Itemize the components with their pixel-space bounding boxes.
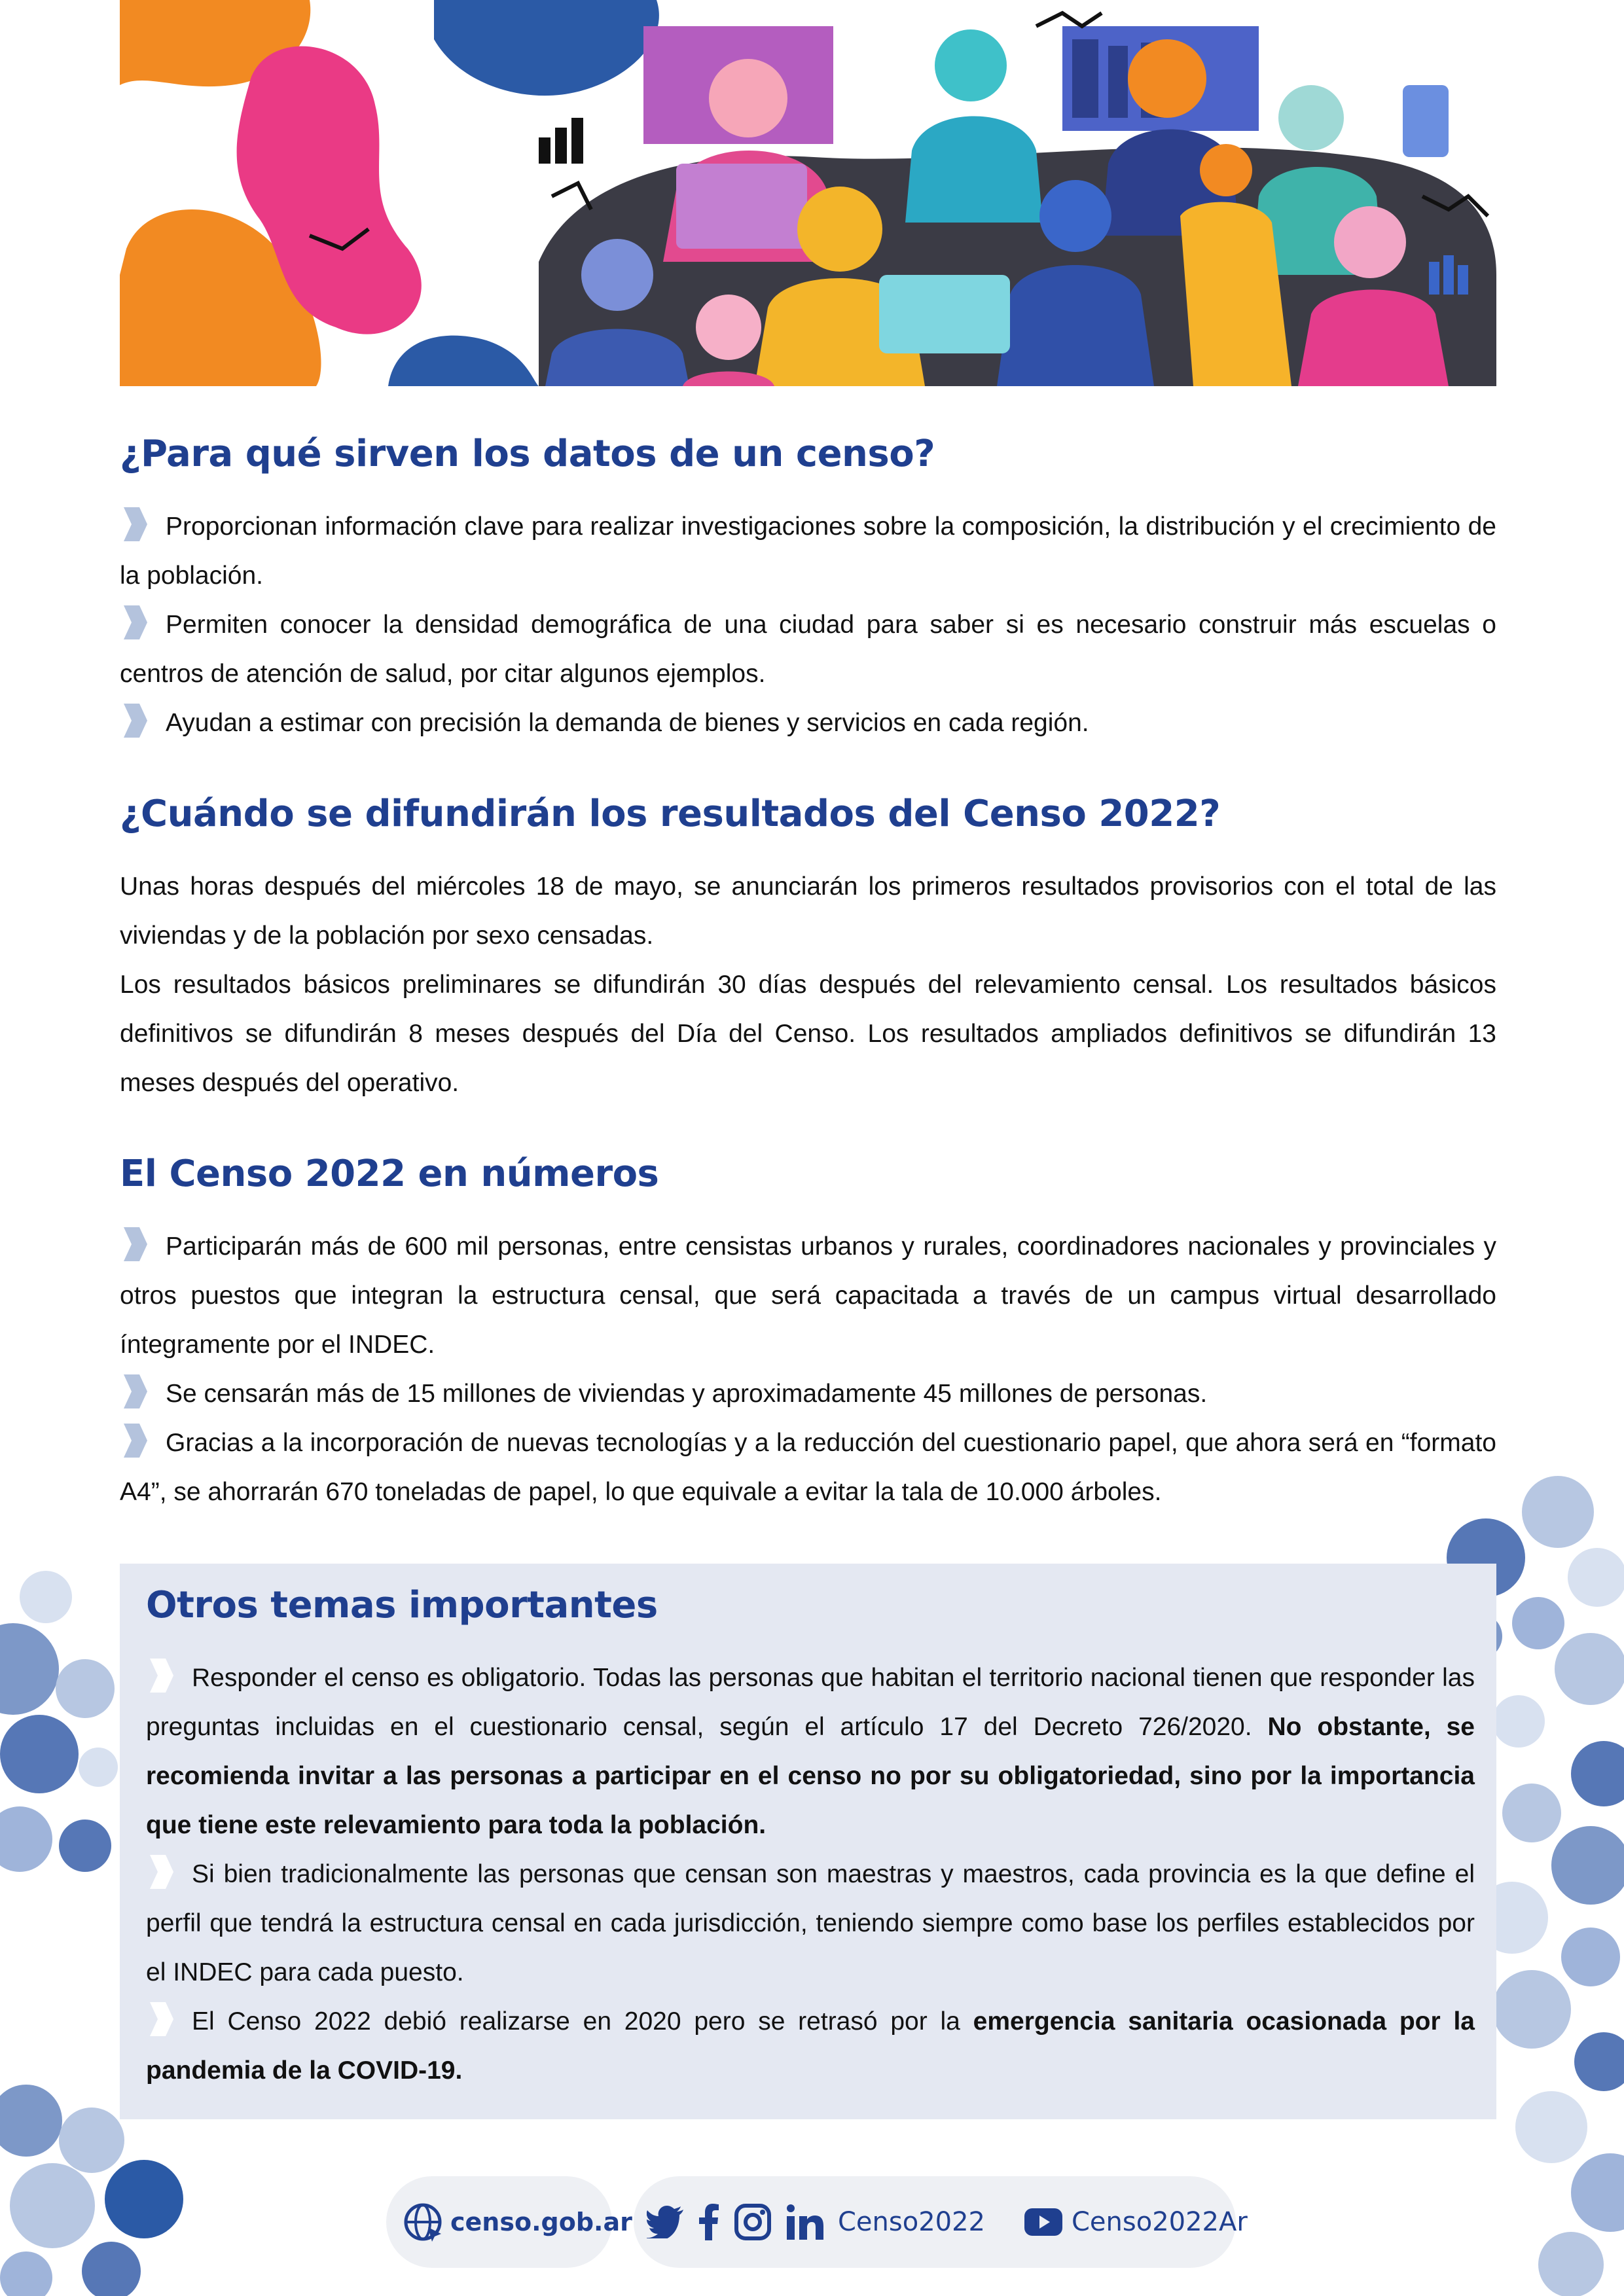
- bullet-icon: [120, 603, 150, 642]
- facebook-icon[interactable]: [699, 2204, 719, 2240]
- list-item: Si bien tradicionalmente las personas que censan son maestras y maestros, cada provincia es la que define el perfil que tendrá la estructura censal en cada jurisdicción, teniendo siempre como base los perfiles establecidos por el INDEC para cada puesto.: [146, 1850, 1475, 1997]
- section-title: ¿Para qué sirven los datos de un censo?: [120, 433, 935, 475]
- bullet-icon: [120, 1225, 150, 1264]
- bullet-icon: [120, 1421, 150, 1460]
- bullet-icon: [120, 1372, 150, 1411]
- section-census-numbers: [120, 1152, 1496, 1516]
- bullet-icon: [146, 1656, 176, 1695]
- list-item: Ayudan a estimar con precisión la demanda de bienes y servicios en cada región.: [120, 698, 1496, 747]
- left-decoration: [0, 1571, 118, 1911]
- linkedin-icon[interactable]: [787, 2204, 823, 2240]
- youtube-handle[interactable]: Censo2022Ar: [1072, 2207, 1248, 2237]
- section-data-uses: [120, 432, 1496, 747]
- other-topics-box: [120, 1564, 1496, 2119]
- hero-illustration: [120, 0, 1496, 386]
- social-handle[interactable]: Censo2022: [838, 2207, 985, 2237]
- list-item: Se censarán más de 15 millones de viviendas y aproximadamente 45 millones de personas.: [120, 1369, 1496, 1418]
- bullet-icon: [120, 701, 150, 740]
- list-item: Proporcionan información clave para realizar investigaciones sobre la composición, la distribución y el crecimiento de la población.: [120, 502, 1496, 600]
- section-results-dates: [120, 792, 1496, 1107]
- globe-icon: [402, 2201, 444, 2243]
- social-pill: [634, 2176, 1248, 2268]
- twitter-icon[interactable]: [647, 2206, 685, 2238]
- bullet-icon: [146, 2000, 176, 2039]
- youtube-icon[interactable]: [1024, 2208, 1062, 2236]
- list-item: Gracias a la incorporación de nuevas tecnologías y a la reducción del cuestionario papel, que ahora será en “formato A4”, se ahorrarán 670 toneladas de papel, lo que equivale a evitar la tala de 10.000 árboles.: [120, 1418, 1496, 1516]
- website-pill[interactable]: [386, 2176, 632, 2268]
- section-title: ¿Cuándo se difundirán los resultados del Censo 2022?: [120, 793, 1221, 835]
- list-item: El Censo 2022 debió realizarse en 2020 pero se retrasó por la emergencia sanitaria ocasionada por la pandemia de la COVID-19.: [146, 1997, 1475, 2095]
- instagram-icon[interactable]: [734, 2204, 771, 2240]
- website-link[interactable]: censo.gob.ar: [450, 2208, 632, 2236]
- list-item: Responder el censo es obligatorio. Todas las personas que habitan el territorio nacional tienen que responder las preguntas incluidas en el cuestionario censal, según el artículo 17 del Decreto 726/2020. No obstante, se recomienda invitar a las personas a participar en el censo no por su obligatoriedad, sino por la importancia que tiene este relevamiento para toda la población.: [146, 1653, 1475, 1850]
- list-item: Participarán más de 600 mil personas, entre censistas urbanos y rurales, coordinadores nacionales y provinciales y otros puestos que integran la estructura censal, que será capacitada a través de un campus virtual desarrollado íntegramente por el INDEC.: [120, 1222, 1496, 1369]
- section-title: El Censo 2022 en números: [120, 1153, 659, 1195]
- list-item: Permiten conocer la densidad demográfica de una ciudad para saber si es necesario construir más escuelas o centros de atención de salud, por citar algunos ejemplos.: [120, 600, 1496, 698]
- bullet-icon: [146, 1852, 176, 1892]
- bullet-icon: [120, 505, 150, 544]
- paragraph: Unas horas después del miércoles 18 de mayo, se anunciarán los primeros resultados provisorios con el total de las viviendas y de la población por sexo censadas.: [120, 872, 1496, 950]
- paragraph: Los resultados básicos preliminares se difundirán 30 días después del relevamiento censal. Los resultados básicos definitivos se difundirán 8 meses después del Día del Censo. Los resultados ampliados definitivos se difundirán 13 meses después del operativo.: [120, 971, 1496, 1098]
- section-title: Otros temas importantes: [146, 1584, 658, 1626]
